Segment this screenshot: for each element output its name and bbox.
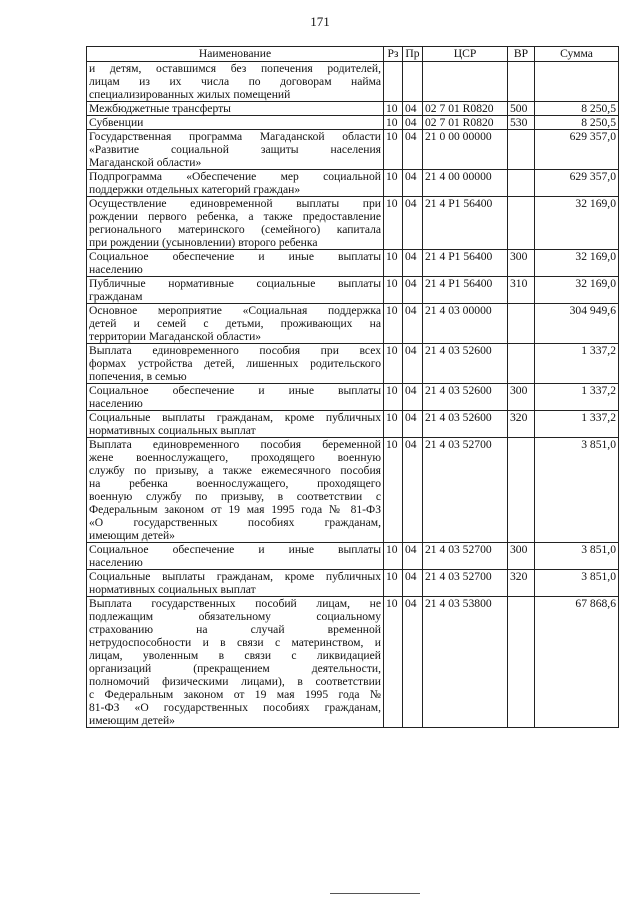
row-name <box>87 597 384 728</box>
row-vr <box>508 597 535 728</box>
row-rz: 10 <box>384 411 403 438</box>
row-name-line: Осуществление единовременной выплаты при <box>89 197 381 210</box>
table-row <box>87 438 619 543</box>
row-name-line: детей и семей с детьми, проживающих на <box>89 317 381 330</box>
row-pr: 04 <box>403 277 423 304</box>
row-name-line: и детям, оставшимся без попечения родителей, <box>89 62 381 75</box>
row-name-line: организаций (прекращением деятельности, <box>89 662 381 675</box>
row-name-line: населению <box>89 397 143 410</box>
table-row <box>87 411 619 438</box>
row-rz: 10 <box>384 570 403 597</box>
table-row <box>87 543 619 570</box>
row-name <box>87 570 384 597</box>
row-name-line: лицам, уволенным в связи с ликвидацией <box>89 649 381 662</box>
row-name-line: Социальные выплаты гражданам, кроме публичных <box>89 411 381 424</box>
table-row <box>87 570 619 597</box>
row-name-line: формах устройства детей, лишенных родительского <box>89 357 381 370</box>
row-vr: 300 <box>508 250 535 277</box>
row-sum: 1 337,2 <box>535 384 619 411</box>
row-name <box>87 344 384 384</box>
footer-rule <box>330 893 420 894</box>
row-rz: 10 <box>384 543 403 570</box>
row-pr: 04 <box>403 384 423 411</box>
row-vr: 500 <box>508 102 535 116</box>
row-rz: 10 <box>384 102 403 116</box>
row-name-line: 81-ФЗ «О государственных пособиях гражданам, <box>89 701 381 714</box>
row-name <box>87 384 384 411</box>
row-name-line: имеющим детей» <box>89 714 175 727</box>
row-name-line: Социальные выплаты гражданам, кроме публичных <box>89 570 381 583</box>
row-csr: 21 4 P1 56400 <box>423 197 508 250</box>
row-name-line: полномочий физическими лицами), в соответствии <box>89 675 381 688</box>
row-name-line: Основное мероприятие «Социальная поддержка <box>89 304 381 317</box>
row-sum <box>535 62 619 102</box>
row-sum: 629 357,0 <box>535 130 619 170</box>
row-rz: 10 <box>384 344 403 384</box>
row-rz: 10 <box>384 304 403 344</box>
row-sum: 8 250,5 <box>535 116 619 130</box>
row-name-line: нетрудоспособности и в связи с материнством, и <box>89 636 381 649</box>
table-row <box>87 116 619 130</box>
row-name-line: гражданам <box>89 290 143 303</box>
row-csr: 21 4 03 52600 <box>423 411 508 438</box>
header-pr: Пр <box>403 47 423 62</box>
table-row <box>87 384 619 411</box>
row-name-line: службу по призыву, а также ежемесячного пособия <box>89 464 381 477</box>
page-number: 171 <box>310 14 330 29</box>
row-pr: 04 <box>403 116 423 130</box>
row-rz: 10 <box>384 438 403 543</box>
row-name-line: страхованию на случай временной <box>89 623 381 636</box>
header-name: Наименование <box>87 47 384 62</box>
row-sum: 3 851,0 <box>535 438 619 543</box>
header-rz: Рз <box>384 47 403 62</box>
row-pr: 04 <box>403 130 423 170</box>
row-vr <box>508 197 535 250</box>
row-sum: 32 169,0 <box>535 197 619 250</box>
row-rz: 10 <box>384 197 403 250</box>
table-row <box>87 304 619 344</box>
row-name-line: населению <box>89 263 143 276</box>
row-vr: 530 <box>508 116 535 130</box>
row-vr: 300 <box>508 543 535 570</box>
row-rz: 10 <box>384 384 403 411</box>
row-vr: 300 <box>508 384 535 411</box>
row-sum: 8 250,5 <box>535 102 619 116</box>
row-name-line: «О государственных пособиях гражданам, <box>89 516 381 529</box>
row-name-line: с Федеральным законом от 19 мая 1995 года № <box>89 688 381 701</box>
row-vr: 320 <box>508 411 535 438</box>
row-csr <box>423 62 508 102</box>
table-row <box>87 277 619 304</box>
row-pr: 04 <box>403 197 423 250</box>
row-name-line: Магаданской области» <box>89 156 202 169</box>
row-sum: 3 851,0 <box>535 543 619 570</box>
row-pr: 04 <box>403 570 423 597</box>
row-name-line: подлежащим обязательному социальному <box>89 610 381 623</box>
table-row <box>87 170 619 197</box>
row-csr: 02 7 01 R0820 <box>423 102 508 116</box>
row-vr <box>508 170 535 197</box>
row-csr: 21 4 P1 56400 <box>423 277 508 304</box>
row-name <box>87 130 384 170</box>
row-csr: 21 4 P1 56400 <box>423 250 508 277</box>
row-rz: 10 <box>384 277 403 304</box>
row-name <box>87 543 384 570</box>
row-sum: 629 357,0 <box>535 170 619 197</box>
row-sum: 3 851,0 <box>535 570 619 597</box>
row-name <box>87 197 384 250</box>
row-sum: 304 949,6 <box>535 304 619 344</box>
row-rz: 10 <box>384 170 403 197</box>
row-name-line: Выплата единовременного пособия при всех <box>89 344 381 357</box>
row-pr: 04 <box>403 597 423 728</box>
row-name-line: Подпрограмма «Обеспечение мер социальной <box>89 170 381 183</box>
row-name <box>87 102 384 116</box>
row-sum: 32 169,0 <box>535 277 619 304</box>
row-name-line: «Развитие социальной защиты населения <box>89 143 381 156</box>
row-rz <box>384 62 403 102</box>
row-name <box>87 277 384 304</box>
row-rz: 10 <box>384 116 403 130</box>
row-name-line: рождении первого ребенка, а также предоставление <box>89 210 381 223</box>
table-row <box>87 102 619 116</box>
row-pr: 04 <box>403 543 423 570</box>
row-name-line: Субвенции <box>89 116 144 129</box>
row-name-line: Государственная программа Магаданской области <box>89 130 381 143</box>
table-row <box>87 250 619 277</box>
row-name-line: Межбюджетные трансферты <box>89 102 231 115</box>
row-csr: 21 4 03 00000 <box>423 304 508 344</box>
row-csr: 21 0 00 00000 <box>423 130 508 170</box>
row-name-line: при рождении (усыновлении) второго ребенка <box>89 236 318 249</box>
row-name-line: лицам из их числа по договорам найма <box>89 75 381 88</box>
row-pr: 04 <box>403 438 423 543</box>
row-csr: 21 4 00 00000 <box>423 170 508 197</box>
row-csr: 21 4 03 52700 <box>423 438 508 543</box>
row-name-line: нормативных социальных выплат <box>89 424 256 437</box>
row-rz: 10 <box>384 250 403 277</box>
table-row <box>87 62 619 102</box>
row-name-line: Выплата единовременного пособия беременной <box>89 438 381 451</box>
row-csr: 21 4 03 52600 <box>423 384 508 411</box>
row-name-line: Выплата государственных пособий лицам, не <box>89 597 381 610</box>
row-name-line: Публичные нормативные социальные выплаты <box>89 277 381 290</box>
row-vr <box>508 304 535 344</box>
row-pr: 04 <box>403 344 423 384</box>
row-name <box>87 411 384 438</box>
table-row <box>87 597 619 728</box>
row-name-line: на ребенка военнослужащего, проходящего <box>89 477 381 490</box>
row-pr: 04 <box>403 170 423 197</box>
header-sum: Сумма <box>535 47 619 62</box>
row-name-line: Социальное обеспечение и иные выплаты <box>89 384 381 397</box>
row-name-line: регионального материнского (семейного) капитала <box>89 223 381 236</box>
row-name-line: населению <box>89 556 143 569</box>
row-name <box>87 170 384 197</box>
row-csr: 21 4 03 52700 <box>423 543 508 570</box>
row-name <box>87 250 384 277</box>
row-pr: 04 <box>403 304 423 344</box>
row-name-line: поддержки отдельных категорий граждан» <box>89 183 301 196</box>
table-row <box>87 344 619 384</box>
row-sum: 67 868,6 <box>535 597 619 728</box>
row-pr: 04 <box>403 102 423 116</box>
row-pr: 04 <box>403 250 423 277</box>
row-vr <box>508 438 535 543</box>
row-csr: 21 4 03 53800 <box>423 597 508 728</box>
row-pr: 04 <box>403 411 423 438</box>
row-name-line: попечения, в семью <box>89 370 187 383</box>
table-header-row <box>87 47 619 62</box>
row-name <box>87 116 384 130</box>
row-vr <box>508 130 535 170</box>
row-csr: 21 4 03 52600 <box>423 344 508 384</box>
row-vr <box>508 62 535 102</box>
row-name-line: территории Магаданской области» <box>89 330 262 343</box>
row-vr <box>508 344 535 384</box>
row-name <box>87 438 384 543</box>
row-rz: 10 <box>384 130 403 170</box>
row-csr: 02 7 01 R0820 <box>423 116 508 130</box>
row-name-line: Социальное обеспечение и иные выплаты <box>89 543 381 556</box>
row-name-line: имеющим детей» <box>89 529 175 542</box>
row-csr: 21 4 03 52700 <box>423 570 508 597</box>
header-vr: ВР <box>508 47 535 62</box>
row-name-line: жене военнослужащего, проходящего военную <box>89 451 381 464</box>
budget-table <box>86 46 619 728</box>
row-name-line: специализированных жилых помещений <box>89 88 291 101</box>
table-row <box>87 197 619 250</box>
row-name <box>87 304 384 344</box>
row-pr <box>403 62 423 102</box>
row-name <box>87 62 384 102</box>
header-csr: ЦСР <box>423 47 508 62</box>
row-sum: 32 169,0 <box>535 250 619 277</box>
table-row <box>87 130 619 170</box>
row-name-line: военную службу по призыву, в соответствии с <box>89 490 381 503</box>
row-name-line: Социальное обеспечение и иные выплаты <box>89 250 381 263</box>
row-sum: 1 337,2 <box>535 344 619 384</box>
row-name-line: Федеральным законом от 19 мая 1995 года № 81-ФЗ <box>89 503 381 516</box>
row-name-line: нормативных социальных выплат <box>89 583 256 596</box>
row-rz: 10 <box>384 597 403 728</box>
row-sum: 1 337,2 <box>535 411 619 438</box>
row-vr: 310 <box>508 277 535 304</box>
row-vr: 320 <box>508 570 535 597</box>
